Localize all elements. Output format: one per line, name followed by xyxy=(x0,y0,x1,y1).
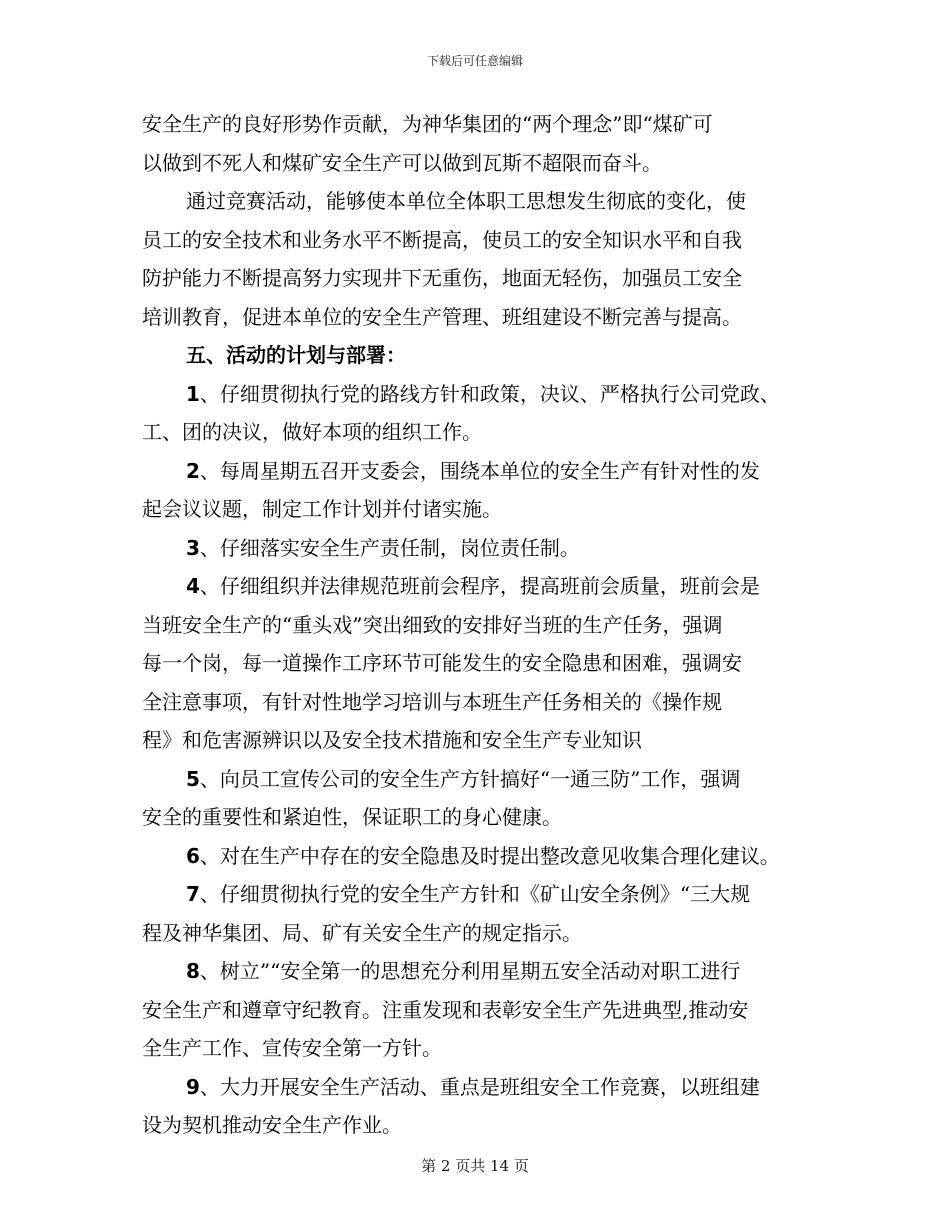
paragraph-line: 员工的安全技术和业务水平不断提高，使员工的安全知识水平和自我 xyxy=(142,227,742,252)
item-number: 3 xyxy=(186,535,200,560)
list-item-9 xyxy=(142,1068,832,1145)
list-item-7 xyxy=(142,875,832,952)
list-item-5 xyxy=(142,760,832,837)
list-item-line xyxy=(142,529,832,568)
list-item-line xyxy=(142,760,832,799)
item-number: 7 xyxy=(186,882,200,906)
list-item-line: 每一个岗，每一道操作工序环节可能发生的安全隐患和困难，强调安 xyxy=(142,651,742,675)
list-item-8 xyxy=(142,952,832,1068)
list-item-line xyxy=(142,452,832,491)
item-text: 、向员工宣传公司的安全生产方针搞好“一通三防”工作，强调 xyxy=(199,766,741,791)
list-item-line: 安全生产和遵章守纪教育。注重发现和表彰安全生产先进典型,推动安 xyxy=(142,997,749,1022)
list-item-4 xyxy=(142,567,832,760)
section-heading: 五、活动的计划与部署： xyxy=(186,343,406,367)
item-text: 、对在生产中存在的安全隐患及时提出整改意见收集合理化建议。 xyxy=(199,843,780,868)
page-header: 下载后可任意编辑 xyxy=(426,54,523,68)
list-item-3 xyxy=(142,529,832,568)
list-item-line: 设为契机推动安全生产作业。 xyxy=(142,1113,402,1137)
item-text: 、仔细贯彻执行党的安全生产方针和《矿山安全条例》“三大规 xyxy=(199,882,751,906)
item-number: 6 xyxy=(186,843,200,868)
paragraph-line: 安全生产的良好形势作贡献，为神华集团的“两个理念”即“煤矿可 xyxy=(142,112,713,136)
item-number: 1 xyxy=(186,381,200,406)
item-text: 、树立”“安全第一的思想充分利用星期五安全活动对职工进行 xyxy=(199,959,741,983)
list-item-line xyxy=(142,375,832,414)
list-item-line xyxy=(142,837,832,876)
paragraph-line: 防护能力不断提高努力实现井下无重伤，地面无轻伤，加强员工安全 xyxy=(142,266,742,290)
paragraph-1 xyxy=(142,105,832,182)
item-number: 5 xyxy=(186,766,200,791)
paragraph-line: 培训教育，促进本单位的安全生产管理、班组建设不断完善与提高。 xyxy=(142,304,742,329)
list-item-line: 程》和危害源辨识以及安全技术措施和安全生产专业知识 xyxy=(142,728,642,752)
list-item-line: 全注意事项，有针对性地学习培训与本班生产任务相关的《操作规 xyxy=(142,689,722,714)
item-number: 4 xyxy=(186,574,200,598)
item-number: 9 xyxy=(186,1074,200,1099)
item-text: 、大力开展安全生产活动、重点是班组安全工作竞赛，以班组建 xyxy=(199,1074,760,1099)
list-item-line: 工、团的决议，做好本项的组织工作。 xyxy=(142,420,482,444)
item-text: 、仔细落实安全生产责任制，岗位责任制。 xyxy=(199,535,580,560)
list-item-line: 安全的重要性和紧迫性，保证职工的身心健康。 xyxy=(142,805,562,829)
list-item-line: 起会议议题，制定工作计划并付诸实施。 xyxy=(142,497,502,521)
paragraph-line: 通过竞赛活动，能够使本单位全体职工思想发生彻底的变化，使 xyxy=(186,189,746,213)
item-text: 、仔细组织并法律规范班前会程序，提高班前会质量，班前会是 xyxy=(199,574,760,598)
list-item-2 xyxy=(142,452,832,529)
list-item-line: 当班安全生产的“重头戏”突出细致的安排好当班的生产任务，强调 xyxy=(142,612,723,637)
document-body xyxy=(142,105,832,1145)
item-text: 、仔细贯彻执行党的路线方针和政策，决议、严格执行公司党政、 xyxy=(199,381,780,406)
list-item-line xyxy=(142,1068,832,1107)
paragraph-2 xyxy=(142,182,832,336)
list-item-line: 全生产工作、宣传安全第一方针。 xyxy=(142,1036,442,1060)
paragraph-line: 以做到不死人和煤矿安全生产可以做到瓦斯不超限而奋斗。 xyxy=(142,150,662,175)
list-item-line xyxy=(142,875,832,914)
item-number: 8 xyxy=(186,959,200,983)
page-footer: 第 2 页共 14 页 xyxy=(421,1157,529,1175)
list-item-line xyxy=(142,567,832,606)
list-item-1 xyxy=(142,375,832,452)
list-item-line: 程及神华集团、局、矿有关安全生产的规定指示。 xyxy=(142,920,582,945)
list-item-line xyxy=(142,952,832,991)
list-item-6 xyxy=(142,837,832,876)
item-number: 2 xyxy=(186,458,200,483)
item-text: 、每周星期五召开支委会，围绕本单位的安全生产有针对性的发 xyxy=(199,458,760,483)
